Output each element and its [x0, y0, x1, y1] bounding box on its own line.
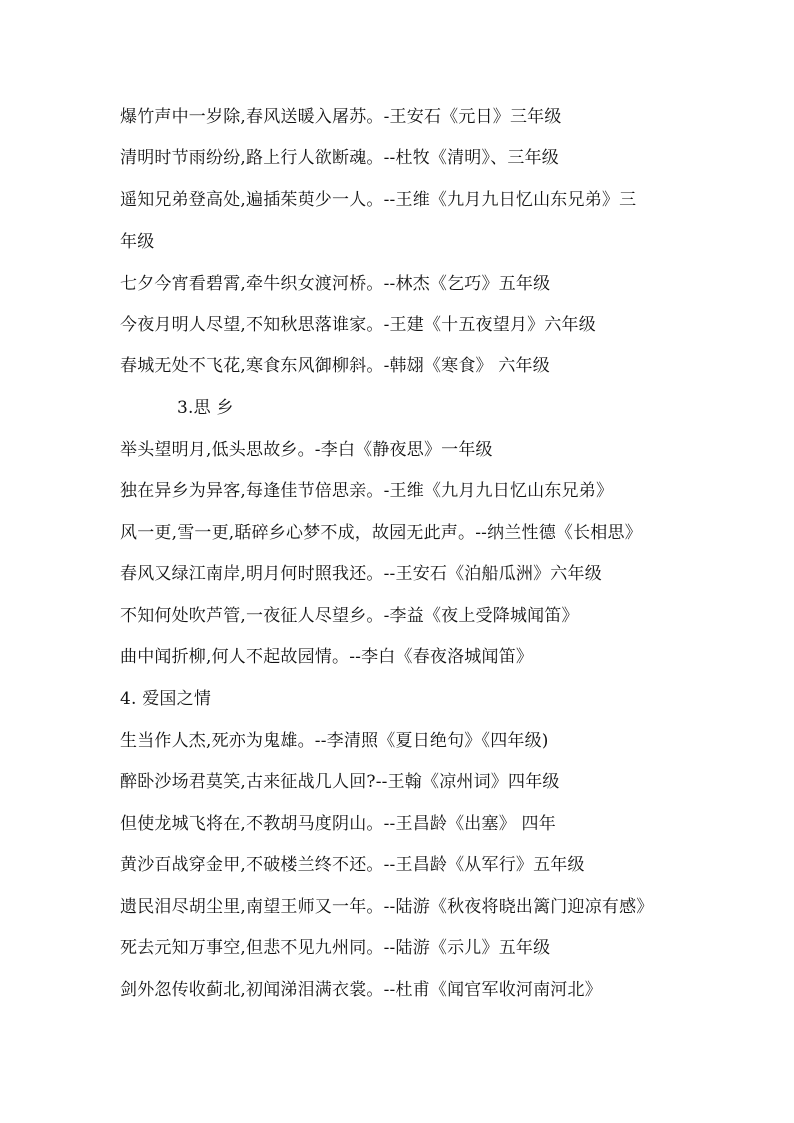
poem-line: 春风又绿江南岸,明月何时照我还。--王安石《泊船瓜洲》六年级 — [120, 564, 602, 584]
poem-line: 七夕今宵看碧霄,牵牛织女渡河桥。--林杰《乞巧》五年级 — [120, 274, 551, 294]
poem-line: 遗民泪尽胡尘里,南望王师又一年。--陆游《秋夜将晓出篱门迎凉有感》 — [120, 897, 654, 917]
poem-line: 死去元知万事空,但悲不见九州同。--陆游《示儿》五年级 — [120, 938, 551, 958]
poem-line: 遥知兄弟登高处,遍插茱萸少一人。--王维《九月九日忆山东兄弟》三 — [120, 190, 637, 210]
poem-line: 风一更,雪一更,聒碎乡心梦不成，故园无此声。--纳兰性德《长相思》 — [120, 523, 642, 543]
poem-line: 黄沙百战穿金甲,不破楼兰终不还。--王昌龄《从军行》五年级 — [120, 855, 585, 875]
poem-line: 今夜月明人尽望,不知秋思落谁家。-王建《十五夜望月》六年级 — [120, 315, 596, 335]
poem-line: 曲中闻折柳,何人不起故园情。--李白《春夜洛城闻笛》 — [120, 647, 534, 667]
poem-line: 爆竹声中一岁除,春风送暖入屠苏。-王安石《元日》三年级 — [120, 107, 562, 127]
poem-line-continuation: 年级 — [120, 232, 155, 252]
section-heading-patriotism: 4. 爱国之情 — [120, 689, 212, 709]
poem-line: 春城无处不飞花,寒食东风御柳斜。-韩翃《寒食》 六年级 — [120, 356, 550, 376]
poem-line: 醉卧沙场君莫笑,古来征战几人回?--王翰《凉州词》四年级 — [120, 772, 560, 792]
section-heading-homesick: 3.思 乡 — [177, 398, 234, 418]
poem-line: 生当作人杰,死亦为鬼雄。--李清照《夏日绝句》《四年级) — [120, 731, 549, 751]
poem-line: 但使龙城飞将在,不教胡马度阴山。--王昌龄《出塞》 四年 — [120, 814, 556, 834]
poem-line: 清明时节雨纷纷,路上行人欲断魂。--杜牧《清明》、三年级 — [120, 148, 559, 168]
poem-line: 剑外忽传收蓟北,初闻涕泪满衣裳。--杜甫《闻官军收河南河北》 — [120, 980, 602, 1000]
poem-line: 举头望明月,低头思故乡。-李白《静夜思》一年级 — [120, 440, 493, 460]
poem-line: 不知何处吹芦管,一夜征人尽望乡。-李益《夜上受降城闻笛》 — [120, 606, 579, 626]
poem-line: 独在异乡为异客,每逢佳节倍思亲。-王维《九月九日忆山东兄弟》 — [120, 481, 614, 501]
